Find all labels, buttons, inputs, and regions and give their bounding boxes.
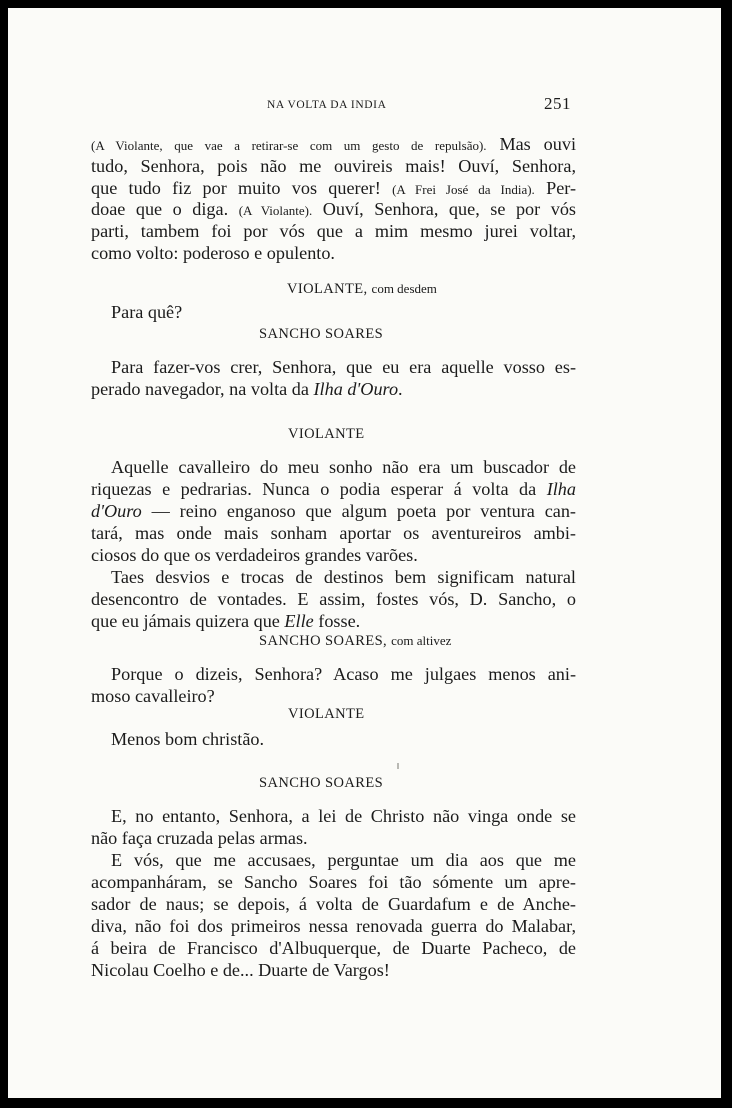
italic-title: Ilha [546, 479, 576, 499]
speech-line: moso cavalleiro? [91, 686, 215, 706]
speech-line: á beira de Francisco d'Albuquerque, de Duarte Pacheco, de [91, 938, 576, 958]
paragraph-line: como volto: poderoso e opulento. [91, 243, 335, 263]
speech-line: Nicolau Coelho e de... Duarte de Vargos! [91, 960, 390, 980]
italic-title: d'Ouro [91, 501, 142, 521]
speech-line: desencontro de vontades. E assim, fostes vós, D. Sancho, o [91, 589, 576, 609]
speech-line: Taes desvios e trocas de destinos bem significam natural [111, 567, 576, 587]
speech-line: Menos bom christão. [111, 729, 265, 749]
speech-line: E vós, que me accusaes, perguntae um dia aos que me [111, 850, 576, 870]
speech-line: que eu jámais quizera que Elle fosse. [91, 611, 361, 631]
ink-mark [397, 763, 399, 769]
stage-direction: (A Violante). [238, 203, 313, 218]
speech-line: perado navegador, na volta da Ilha d'Ouro. [91, 379, 403, 399]
paragraph-line: parti, tambem foi por vós que a mim mesmo jurei voltar, [91, 221, 576, 241]
italic-title: Elle [284, 611, 314, 631]
stage-direction: com desdem [371, 281, 437, 296]
speech-line: diva, não foi dos primeiros nessa renovada guerra do Malabar, [91, 916, 576, 936]
speech-line: sador de naus; se depois, á volta de Guardafum e de Anche- [91, 894, 576, 914]
speech-line: Aquelle cavalleiro do meu sonho não era um buscador de [111, 457, 576, 477]
speech-line: E, no entanto, Senhora, a lei de Christo não vinga onde se [111, 806, 576, 826]
speech-line: Porque o dizeis, Senhora? Acaso me julgaes menos ani- [111, 664, 576, 684]
speaker-heading: VIOLANTE [288, 706, 365, 722]
book-page [8, 8, 721, 1098]
speaker-heading: SANCHO SOARES [259, 775, 384, 791]
speech-line: tará, mas onde mais sonham aportar os aventureiros ambi- [91, 523, 576, 543]
stage-direction: (A Frei José da India). [392, 182, 535, 197]
speech-line: riquezas e pedrarias. Nunca o podia esperar á volta da Ilha [91, 479, 576, 499]
speaker-heading: SANCHO SOARES [259, 326, 384, 342]
speech-line: d'Ouro — reino enganoso que algum poeta por ventura can- [91, 501, 576, 521]
speech-line: acompanháram, se Sancho Soares foi tão sómente um apre- [91, 872, 576, 892]
stage-direction: com altivez [391, 633, 452, 648]
paragraph-line: que tudo fiz por muito vos querer! (A Frei José da India). Per- [91, 178, 577, 198]
speech-line: Para fazer-vos crer, Senhora, que eu era aquelle vosso es- [111, 357, 576, 377]
paragraph-line: (A Violante, que vae a retirar-se com um gesto de repulsão). Mas ouvi [91, 134, 576, 154]
page-number: 251 [544, 94, 571, 113]
italic-title: Ilha d'Ouro [313, 379, 399, 399]
speaker-heading: VIOLANTE [288, 426, 365, 442]
speech-line: ciosos do que os verdadeiros grandes varões. [91, 545, 418, 565]
paragraph-line: tudo, Senhora, pois não me ouvireis mais! Ouví, Senhora, [91, 156, 576, 176]
paragraph-line: doae que o diga. (A Violante). Ouví, Senhora, que, se por vós [91, 199, 577, 219]
speaker-heading: SANCHO SOARES, com altivez [259, 633, 452, 649]
speech-line: Para quê? [111, 302, 183, 322]
running-header: NA VOLTA DA INDIA [267, 99, 387, 111]
speech-line: não faça cruzada pelas armas. [91, 828, 308, 848]
speaker-heading: VIOLANTE, com desdem [287, 281, 437, 297]
stage-direction: (A Violante, que vae a retirar-se com um gesto de repulsão). [91, 138, 487, 153]
